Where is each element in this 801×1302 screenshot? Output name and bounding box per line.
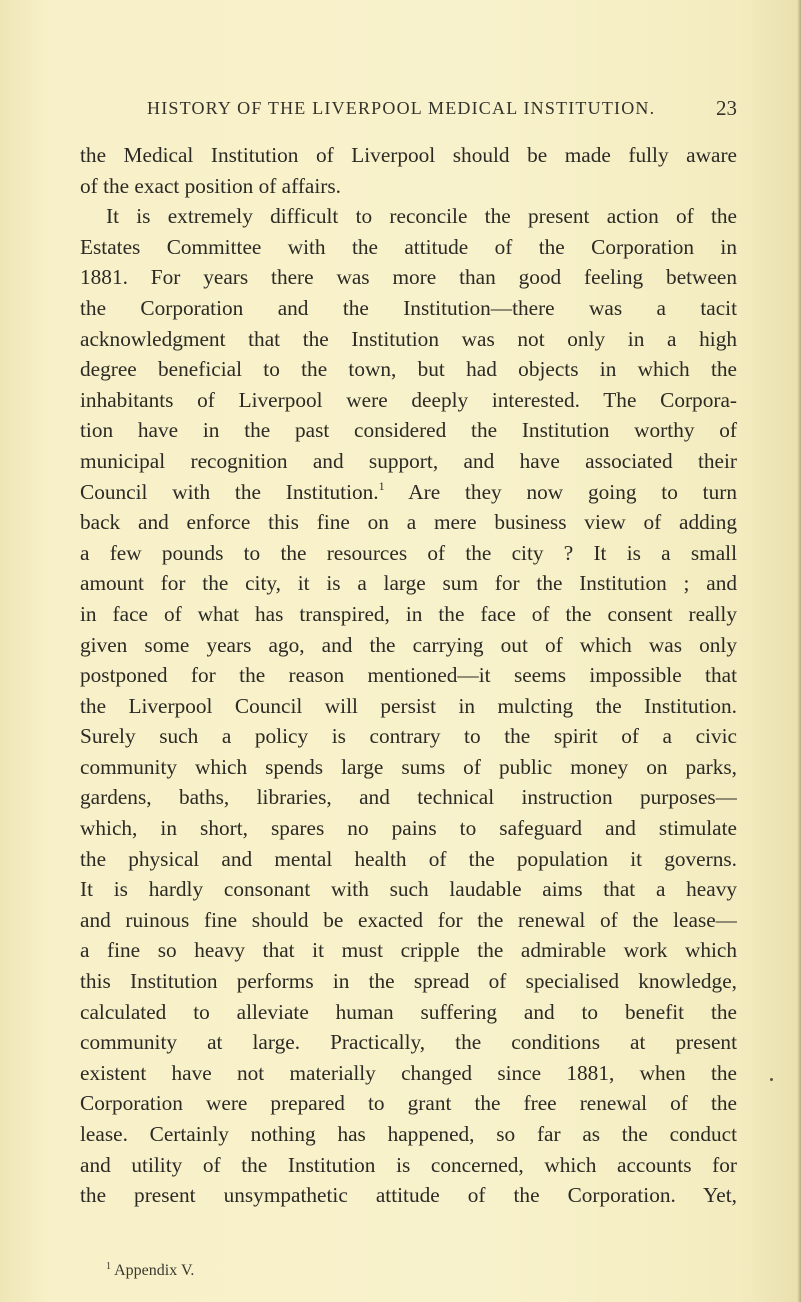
text-line: 1881. For years there was more than good feeling between (80, 265, 737, 290)
text-line: postponed for the reason mentioned—it seems impossible that (80, 663, 737, 688)
text-line: community at large. Practically, the conditions at present (80, 1030, 737, 1055)
text-line: municipal recognition and support, and have associated their (80, 448, 737, 473)
text-line-start: Council with the Institution. (80, 479, 379, 504)
text-line-end: Are they now going to turn (384, 479, 737, 504)
text-line: the Medical Institution of Liverpool should be made fully aware (80, 143, 737, 167)
text-line: and utility of the Institution is concerned, which accounts for (80, 1152, 737, 1177)
text-line: which, in short, spares no pains to safeguard and stimulate (80, 816, 737, 841)
text-line: community which spends large sums of public money on parks, (80, 754, 737, 779)
text-line: in face of what has transpired, in the face of the consent really (80, 601, 737, 626)
text-line: this Institution performs in the spread of specialised knowledge, (80, 969, 737, 994)
text-line: acknowledgment that the Institution was not only in a high (80, 326, 737, 351)
text-line: given some years ago, and the carrying out of which was only (80, 632, 737, 657)
text-line: back and enforce this fine on a mere business view of adding (80, 510, 737, 535)
text-line-with-footnote (80, 477, 737, 508)
text-line: Estates Committee with the attitude of the Corporation in (80, 234, 737, 259)
text-line: degree beneficial to the town, but had objects in which the (80, 357, 737, 382)
text-line: a few pounds to the resources of the city ? It is a small (80, 540, 737, 565)
paper-speck (770, 1078, 773, 1081)
text-line: the present unsympathetic attitude of the Corporation. Yet, (80, 1183, 737, 1208)
text-line: of the exact position of affairs. (80, 173, 342, 198)
footnote-text: Appendix V. (114, 1262, 195, 1279)
text-line: lease. Certainly nothing has happened, so far as the conduct (80, 1122, 737, 1146)
text-line: It is hardly consonant with such laudable aims that a heavy (80, 877, 737, 902)
body-text (80, 140, 737, 1211)
text-line: gardens, baths, libraries, and technical instruction purposes— (80, 785, 737, 810)
page-edge-shadow (797, 0, 801, 1302)
footnote (106, 1262, 194, 1280)
text-line: amount for the city, it is a large sum for the Institution ; and (80, 571, 737, 596)
text-line: existent have not materially changed since 1881, when the (80, 1060, 737, 1085)
text-line: the physical and mental health of the population it governs. (80, 846, 737, 871)
text-line: the Liverpool Council will persist in mulcting the Institution. (80, 693, 737, 718)
text-line: Surely such a policy is contrary to the spirit of a civic (80, 724, 737, 749)
text-line: inhabitants of Liverpool were deeply interested. The Corpora- (80, 387, 737, 412)
footnote-marker: 1 (106, 1261, 111, 1272)
text-line: a fine so heavy that it must cripple the admirable work which (80, 938, 737, 963)
footnote-reference: 1 (378, 478, 385, 493)
text-line: calculated to alleviate human suffering and to benefit the (80, 999, 737, 1024)
text-line: Corporation were prepared to grant the free renewal of the (80, 1091, 737, 1116)
text-line: and ruinous fine should be exacted for the renewal of the lease— (80, 907, 737, 932)
text-line: tion have in the past considered the Institution worthy of (80, 418, 737, 443)
running-header (147, 98, 737, 124)
page-number: 23 (716, 96, 737, 120)
running-title: HISTORY OF THE LIVERPOOL MEDICAL INSTITUTION. (147, 98, 656, 118)
text-line: It is extremely difficult to reconcile the present action of the (106, 204, 737, 229)
text-line: the Corporation and the Institution—there was a tacit (80, 295, 737, 320)
